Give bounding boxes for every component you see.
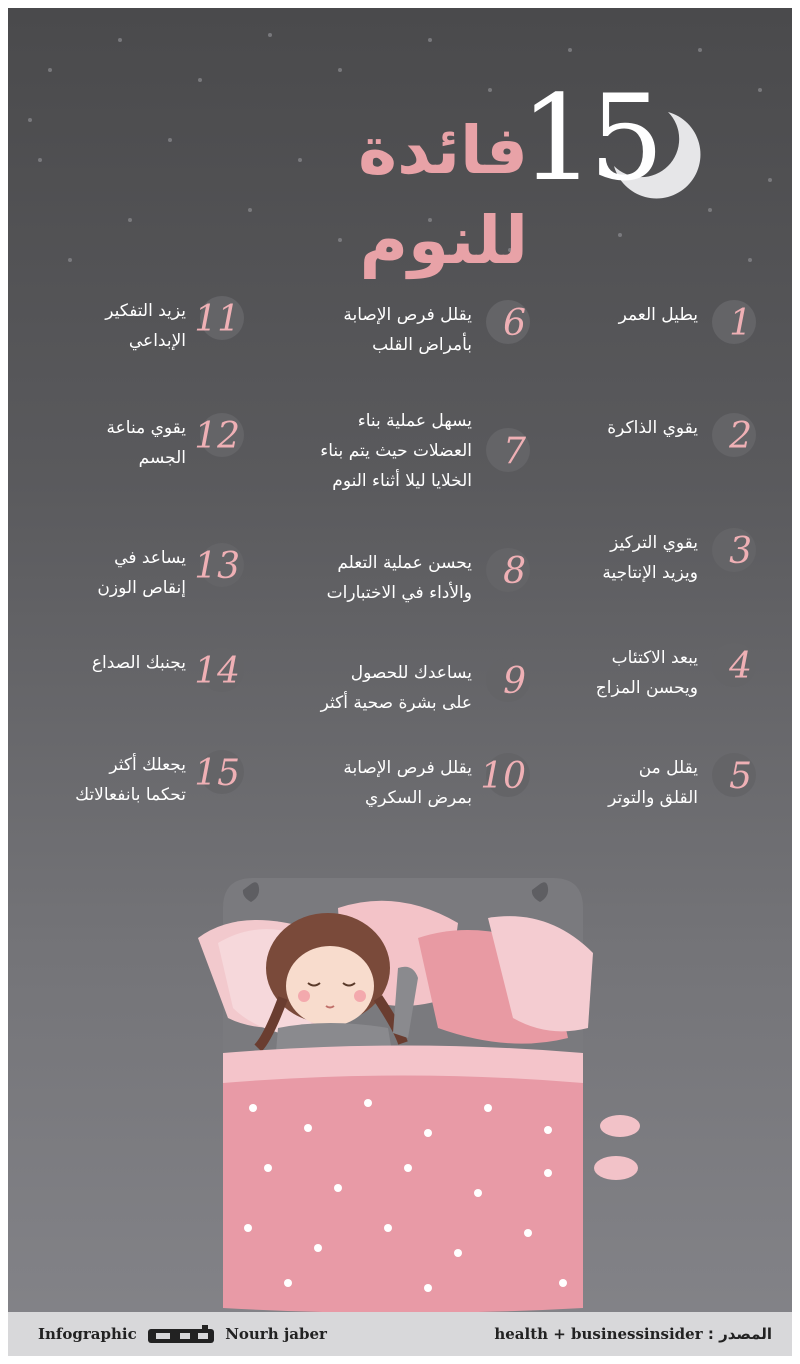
benefit-number: 14 — [194, 651, 240, 692]
benefit-14 — [38, 648, 244, 758]
benefit-number: 2 — [729, 416, 752, 457]
infographic-label: Infographic — [38, 1325, 137, 1343]
benefit-number: 10 — [480, 756, 526, 797]
infographic-frame — [8, 8, 792, 1356]
sleeping-girl-illustration — [8, 868, 792, 1318]
benefit-13 — [38, 543, 244, 653]
benefit-text: يجعلك أكثر تحكما بانفعالاتك — [75, 755, 186, 805]
source-value: health + businessinsider — [494, 1325, 703, 1343]
benefit-number: 6 — [503, 303, 526, 344]
footer-bar — [8, 1312, 792, 1356]
benefit-text: يقوي التركيز ويزيد الإنتاجية — [602, 533, 698, 583]
benefit-text: يقوي مناعة الجسم — [106, 418, 186, 468]
makkah-logo — [146, 1323, 216, 1347]
slipper — [600, 1115, 640, 1137]
benefit-9 — [308, 658, 530, 768]
benefit-text: يطيل العمر — [618, 305, 698, 325]
benefit-text: يقلل من القلق والتوتر — [608, 758, 698, 808]
benefit-text: يساعد في إنقاص الوزن — [97, 548, 186, 598]
blanket — [223, 1068, 583, 1313]
face — [286, 946, 374, 1026]
benefit-number: 4 — [729, 646, 752, 687]
benefit-number: 15 — [194, 753, 240, 794]
page-title: فائدة للنوم — [358, 112, 528, 279]
benefit-text: يسهل عملية بناء العضلات حيث يتم بناء الخلايا ليلا أثناء النوم — [320, 411, 472, 491]
benefit-number: 7 — [503, 431, 526, 472]
benefit-number: 1 — [729, 303, 752, 344]
benefit-text: يقوي الذاكرة — [607, 418, 698, 438]
benefit-4 — [580, 643, 756, 753]
benefit-3 — [580, 528, 756, 638]
benefit-number: 3 — [729, 531, 752, 572]
benefit-8 — [308, 548, 530, 658]
benefit-number: 11 — [194, 299, 240, 340]
benefit-12 — [38, 413, 244, 523]
benefit-11 — [38, 296, 244, 406]
benefit-2 — [580, 413, 756, 523]
benefit-text: يبعد الاكتئاب ويحسن المزاج — [595, 648, 698, 698]
benefit-text: يقلل فرص الإصابة بأمراض القلب — [343, 305, 472, 355]
benefit-5 — [580, 753, 756, 863]
source-label: : المصدر — [707, 1325, 772, 1343]
credits — [38, 1320, 327, 1348]
benefit-number: 8 — [503, 551, 526, 592]
author-name: Nourh jaber — [225, 1325, 327, 1343]
title-number: 15 — [520, 69, 659, 207]
benefit-number: 9 — [503, 661, 526, 702]
benefit-number: 12 — [194, 416, 240, 457]
benefit-text: يزيد التفكير الإبداعي — [105, 301, 186, 351]
benefit-text: يحسن عملية التعلم والأداء في الاختبارات — [326, 553, 472, 603]
slipper — [594, 1156, 638, 1180]
benefit-6 — [308, 300, 530, 410]
benefit-10 — [308, 753, 530, 863]
benefit-7 — [308, 406, 530, 536]
benefit-number: 13 — [194, 546, 240, 587]
benefit-text: يجنبك الصداع — [91, 653, 186, 673]
source — [494, 1320, 772, 1348]
benefit-text: يساعدك للحصول على بشرة صحية أكثر — [320, 663, 472, 713]
benefit-text: يقلل فرص الإصابة بمرض السكري — [343, 758, 472, 808]
benefit-number: 5 — [729, 756, 752, 797]
benefit-1 — [580, 300, 756, 410]
benefit-15 — [38, 750, 244, 860]
